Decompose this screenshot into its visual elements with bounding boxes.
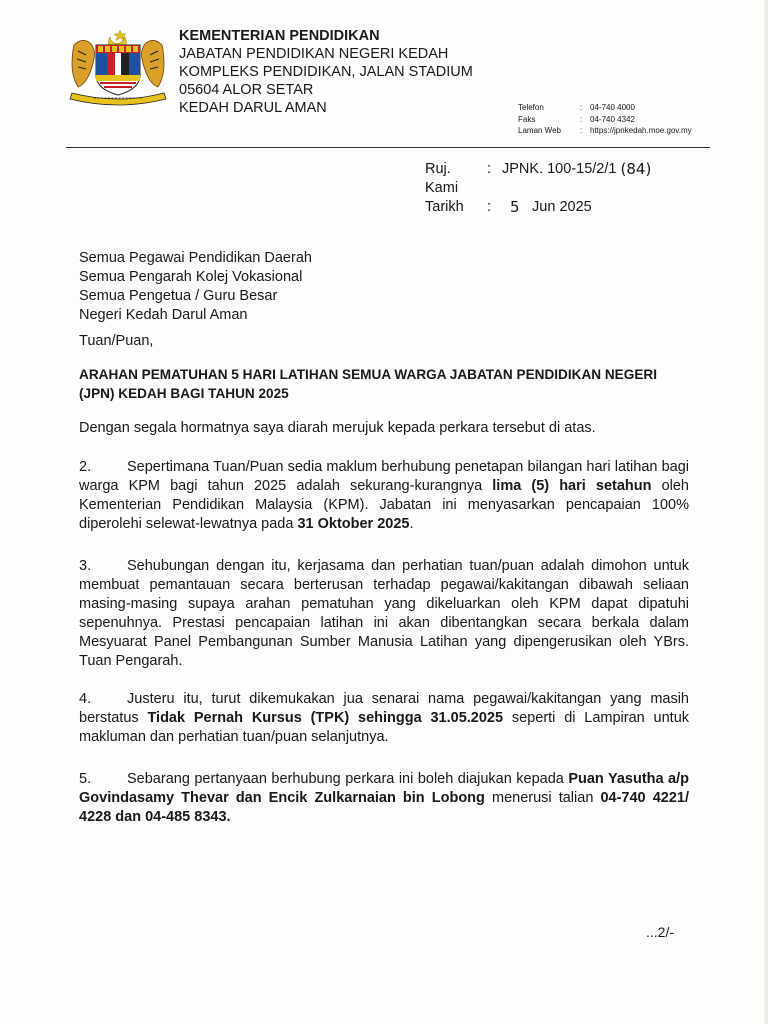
coat-of-arms-logo <box>64 27 172 107</box>
reference-block <box>425 160 651 217</box>
paragraph-bold-text: lima (5) hari setahun <box>492 478 652 494</box>
paragraph-bold-phone: 04-740 4221/ 4228 dan 04-485 8343. <box>79 790 689 825</box>
contact-value: 04-740 4000 <box>590 103 635 112</box>
reference-value: JPNK. 100-15/2/1 <box>502 161 617 177</box>
contact-phone <box>518 102 692 114</box>
contact-fax <box>518 114 692 126</box>
salutation: Tuan/Puan, <box>79 333 154 349</box>
paragraph-1: Dengan segala hormatnya saya diarah merujuk kepada perkara tersebut di atas. <box>79 420 596 436</box>
paragraph-5 <box>79 770 689 827</box>
malaysia-coat-of-arms-icon <box>64 27 172 107</box>
reference-handwritten-number: (84) <box>620 160 652 178</box>
paragraph-text: seperti di Lampiran untuk makluman dan perhatian tuan/puan selanjutnya. <box>79 710 690 745</box>
date-value: Jun 2025 <box>532 199 592 215</box>
subject-title: ARAHAN PEMATUHAN 5 HARI LATIHAN SEMUA WARGA JABATAN PENDIDIKAN NEGERI (JPN) KEDAH BAGI TAHUN 2025 <box>79 367 657 401</box>
paragraph-bold-text: Tidak Pernah Kursus (TPK) sehingga 31.05.2025 <box>147 710 504 726</box>
contact-colon: : <box>580 126 583 135</box>
contact-colon: : <box>580 103 583 112</box>
recipient-line: Negeri Kedah Darul Aman <box>79 307 248 323</box>
paragraph-3 <box>79 557 689 671</box>
ministry-name: KEMENTERIAN PENDIDIKAN <box>179 28 380 44</box>
reference-row <box>425 160 651 198</box>
address-line-1: KOMPLEKS PENDIDIKAN, JALAN STADIUM <box>179 64 473 80</box>
page-continuation-marker: ...2/- <box>646 924 675 940</box>
contact-value: https://jpnkedah.moe.gov.my <box>590 126 692 135</box>
paragraph-text: oleh Kementerian Pendidikan Malaysia (KPM). Jabatan ini menyasarkan pencapaian 100% diperolehi selewat-lewatnya pada <box>79 478 689 532</box>
recipient-block <box>79 249 312 325</box>
paragraph-4 <box>79 690 689 747</box>
contact-website <box>518 125 692 137</box>
contact-colon: : <box>580 114 583 124</box>
address-line-2: 05604 ALOR SETAR <box>179 82 314 98</box>
paragraph-bold-date: 31 Oktober 2025 <box>297 516 410 532</box>
contact-label: Laman Web <box>518 126 561 135</box>
recipient-line: Semua Pengarah Kolej Vokasional <box>79 269 303 285</box>
paragraph-number: 5. <box>79 771 92 787</box>
contact-label: Telefon <box>518 103 544 112</box>
contact-info <box>518 102 692 137</box>
paragraph-text: Sebarang pertanyaan berhubung perkara ini boleh diajukan kepada <box>127 771 569 787</box>
contact-label: Faks <box>518 114 536 124</box>
date-handwritten-day: 5 <box>510 198 520 216</box>
contact-value: 04-740 4342 <box>590 114 635 124</box>
letterhead <box>179 27 473 117</box>
reference-label: Ruj. Kami <box>425 161 459 196</box>
date-colon: : <box>487 199 492 215</box>
recipient-line: Semua Pegawai Pendidikan Daerah <box>79 250 312 266</box>
department-name: JABATAN PENDIDIKAN NEGERI KEDAH <box>179 46 449 62</box>
address-line-3: KEDAH DARUL AMAN <box>179 100 327 116</box>
page-edge <box>764 0 768 1024</box>
paragraph-number: 4. <box>79 691 92 707</box>
paragraph-text: . <box>409 516 414 532</box>
paragraph-bold-names: Puan Yasutha a/p Govindasamy Thevar dan Encik Zulkarnaian bin Lobong <box>79 771 690 806</box>
paragraph-number: 3. <box>79 558 92 574</box>
paragraph-2 <box>79 458 689 534</box>
date-label: Tarikh <box>425 199 464 215</box>
reference-colon: : <box>487 161 492 177</box>
paragraph-text: menerusi talian <box>484 790 601 806</box>
paragraph-text: Sehubungan dengan itu, kerjasama dan perhatian tuan/puan adalah dimohon untuk membuat pemantauan secara berterusan terhadap pegawai/kakitangan dibawah seliaan masing-masing supaya arahan pematuhan yang dikeluarkan oleh KPM dapat dipatuhi sepenuhnya. Prestasi pencapaian latihan ini akan dibentangkan secara berkala dalam Mesyuarat Panel Pembangunan Sumber Manusia Latihan yang dipengerusikan oleh YBrs. Tuan Pengarah. <box>79 558 689 669</box>
paragraph-number: 2. <box>79 459 92 475</box>
recipient-line: Semua Pengetua / Guru Besar <box>79 288 278 304</box>
date-row <box>425 198 651 217</box>
paragraph-text: Sepertimana Tuan/Puan sedia maklum berhubung penetapan bilangan hari latihan bagi warga KPM bagi tahun 2025 adalah sekurang-kurangnya <box>79 459 689 494</box>
paragraph-text: Justeru itu, turut dikemukakan jua senarai nama pegawai/kakitangan yang masih berstatus <box>79 691 689 726</box>
header-divider <box>66 147 710 148</box>
